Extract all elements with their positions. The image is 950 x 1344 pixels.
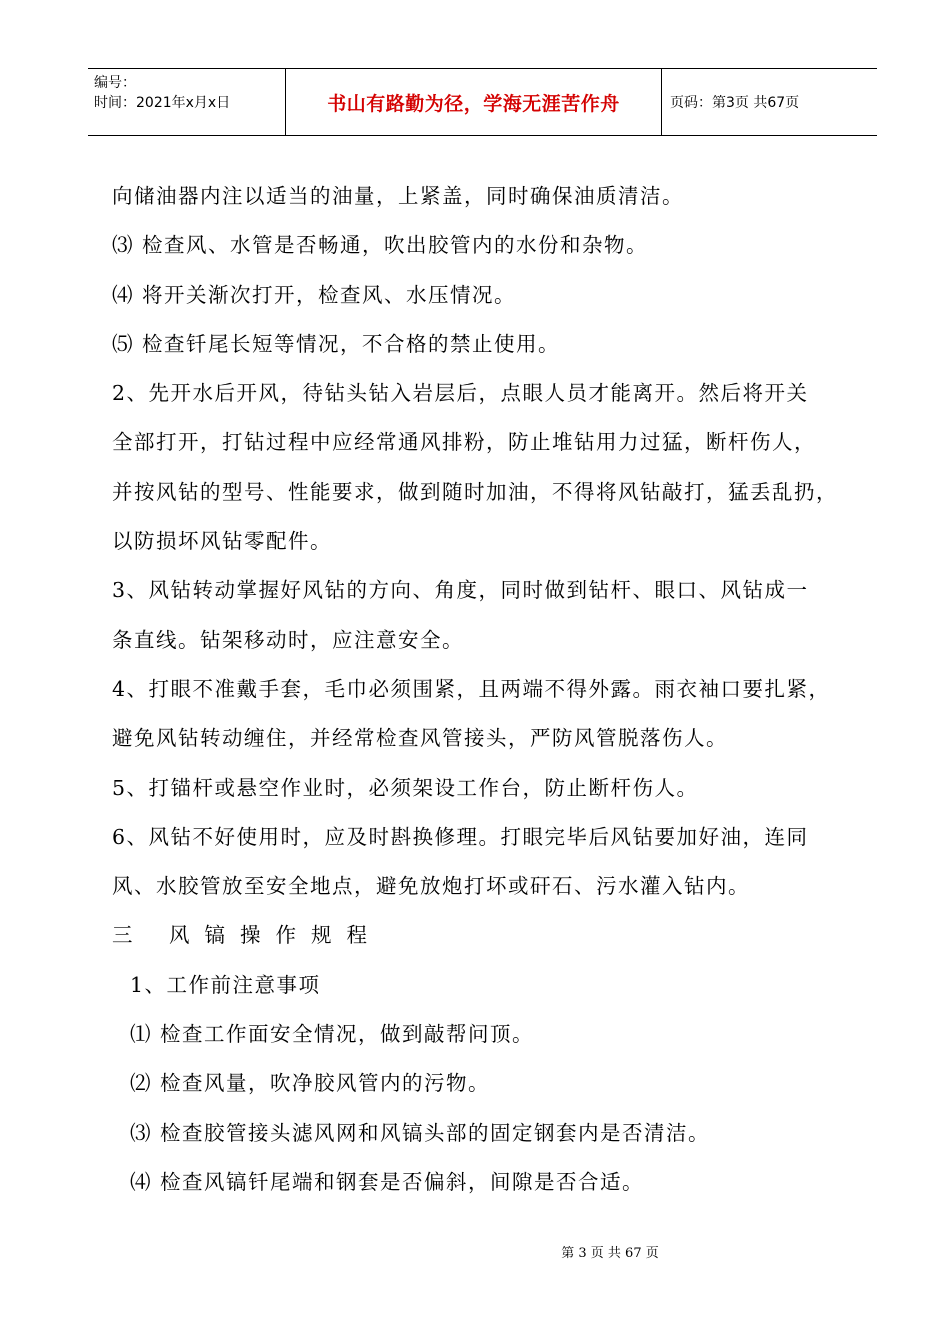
body-line: 5、打锚杆或悬空作业时，必须架设工作台，防止断杆伤人。 <box>112 775 699 800</box>
body-line: ⑴ 检查工作面安全情况，做到敲帮问顶。 <box>130 1022 535 1047</box>
body-line: ⑶ 检查胶管接头滤风网和风镐头部的固定钢套内是否清洁。 <box>130 1120 711 1145</box>
document-number-label: 编号： <box>94 75 136 91</box>
body-line: 以防损坏风钻零配件。 <box>112 529 332 554</box>
header-table <box>88 68 877 136</box>
body-line: 4、打眼不准戴手套，毛巾必须围紧，且两端不得外露。雨衣袖口要扎紧， <box>112 676 831 701</box>
body-line: 风、水胶管放至安全地点，避免放炮打坏或矸石、污水灌入钻内。 <box>112 874 750 899</box>
body-line: 3、风钻转动掌握好风钻的方向、角度，同时做到钻杆、眼口、风钻成一 <box>112 578 809 603</box>
section-heading: 三 风镐操作规程 <box>112 923 383 948</box>
page-footer <box>0 1242 950 1261</box>
document-body <box>112 172 892 1207</box>
body-line: 避免风钻转动缠住，并经常检查风管接头，严防风管脱落伤人。 <box>112 726 728 751</box>
body-line: 6、风钻不好使用时，应及时斟换修理。打眼完毕后风钻要加好油，连同 <box>112 824 809 849</box>
header-motto: 书山有路勤为径，学海无涯苦作舟 <box>286 69 662 135</box>
header-page-label: 页码：第3页 共67页 <box>670 95 800 111</box>
header-meta-cell <box>88 69 286 135</box>
body-line: 向储油器内注以适当的油量，上紧盖，同时确保油质清洁。 <box>112 184 684 208</box>
body-line: ⑵ 检查风量，吹净胶风管内的污物。 <box>130 1071 491 1096</box>
subsection-heading: 1、工作前注意事项 <box>130 972 321 997</box>
body-line: 条直线。钻架移动时，应注意安全。 <box>112 627 464 652</box>
body-line: 并按风钻的型号、性能要求，做到随时加油，不得将风钻敲打，猛丢乱扔， <box>112 479 838 504</box>
body-line: ⑶ 检查风、水管是否畅通，吹出胶管内的水份和杂物。 <box>112 233 649 258</box>
body-line: 2、先开水后开风，待钻头钻入岩层后，点眼人员才能离开。然后将开关 <box>112 381 809 406</box>
document-time-label: 时间：2021年x月x日 <box>94 95 231 111</box>
body-line: ⑸ 检查钎尾长短等情况，不合格的禁止使用。 <box>112 331 561 356</box>
body-line: ⑷ 检查风镐钎尾端和钢套是否偏斜，间隙是否合适。 <box>130 1169 645 1194</box>
body-line: ⑷ 将开关渐次打开，检查风、水压情况。 <box>112 282 517 307</box>
body-line: 全部打开，打钻过程中应经常通风排粉，防止堆钻用力过猛，断杆伤人， <box>112 430 816 455</box>
footer-page-number: 第 3 页 共 67 页 <box>561 1246 659 1261</box>
